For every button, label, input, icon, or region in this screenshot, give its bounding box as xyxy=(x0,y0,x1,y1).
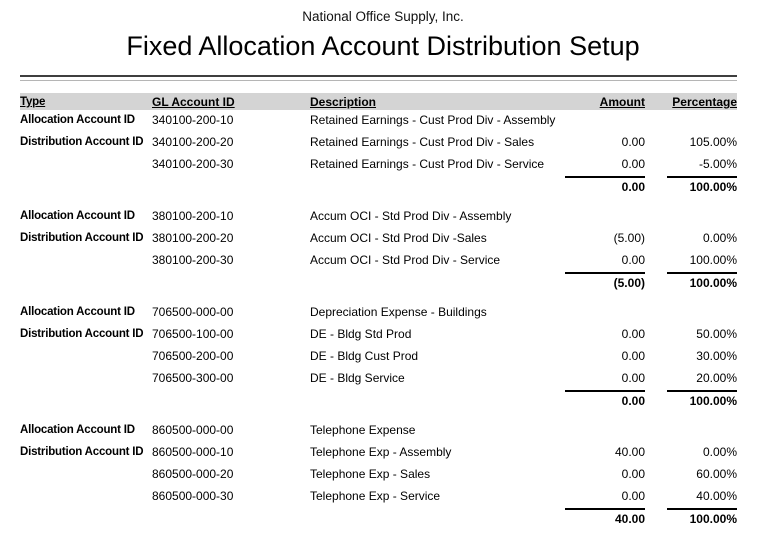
type-cell: Distribution Account ID xyxy=(20,328,144,340)
amount-cell xyxy=(565,302,655,324)
gl-account-cell: 340100-200-30 xyxy=(152,157,234,171)
group-spacer xyxy=(20,413,737,420)
group-spacer-cell xyxy=(20,295,737,302)
percentage-cell xyxy=(655,302,737,324)
amount-cell xyxy=(565,110,655,132)
description-cell xyxy=(310,508,565,531)
type-cell xyxy=(20,464,152,486)
column-header-description: Description xyxy=(310,93,565,110)
percentage-cell xyxy=(655,110,737,132)
total-percentage-cell xyxy=(655,176,737,199)
amount-cell: 0.00 xyxy=(621,467,645,481)
distribution-row xyxy=(20,324,737,346)
percentage-cell: 100.00% xyxy=(689,253,737,267)
column-header-percentage: Percentage xyxy=(655,93,737,110)
amount-cell: 0.00 xyxy=(621,349,645,363)
amount-cell: 0.00 xyxy=(621,327,645,341)
gl-account-cell: 380100-200-10 xyxy=(152,209,234,223)
gl-account-cell xyxy=(152,508,310,531)
description-cell: Telephone Exp - Sales xyxy=(310,467,431,481)
column-header-amount: Amount xyxy=(565,93,655,110)
type-cell xyxy=(20,508,152,531)
type-cell xyxy=(20,486,152,508)
allocation-distribution-table xyxy=(20,93,737,531)
type-cell: Allocation Account ID xyxy=(20,114,135,126)
allocation-row xyxy=(20,420,737,442)
total-amount-value: 0.00 xyxy=(565,390,645,407)
total-amount-value: (5.00) xyxy=(565,272,645,289)
allocation-row xyxy=(20,302,737,324)
description-cell: Telephone Exp - Assembly xyxy=(310,445,452,459)
type-cell: Distribution Account ID xyxy=(20,446,144,458)
amount-cell: 0.00 xyxy=(621,157,645,171)
amount-cell: 40.00 xyxy=(614,445,645,459)
gl-account-cell: 706500-100-00 xyxy=(152,327,234,341)
total-row xyxy=(20,390,737,413)
total-amount-value: 0.00 xyxy=(565,176,645,193)
amount-cell xyxy=(565,206,655,228)
percentage-cell: 105.00% xyxy=(689,135,737,149)
amount-cell: 0.00 xyxy=(621,253,645,267)
description-cell: Telephone Exp - Service xyxy=(310,489,441,503)
total-percentage-cell xyxy=(655,508,737,531)
allocation-row xyxy=(20,110,737,132)
amount-cell: (5.00) xyxy=(613,231,645,245)
title-rule-dark xyxy=(20,75,737,77)
type-cell xyxy=(20,390,152,413)
description-cell: Accum OCI - Std Prod Div -Sales xyxy=(310,231,487,245)
company-name: National Office Supply, Inc. xyxy=(302,9,464,24)
gl-account-cell: 340100-200-10 xyxy=(152,113,234,127)
type-cell: Distribution Account ID xyxy=(20,136,144,148)
description-cell: DE - Bldg Std Prod xyxy=(310,327,412,341)
gl-account-cell: 860500-000-10 xyxy=(152,445,234,459)
percentage-cell: 0.00% xyxy=(702,445,737,459)
description-cell: Retained Earnings - Cust Prod Div - Assembly xyxy=(310,113,556,127)
total-row xyxy=(20,272,737,295)
gl-account-cell: 706500-200-00 xyxy=(152,349,234,363)
total-row xyxy=(20,176,737,199)
total-amount-cell xyxy=(565,272,655,295)
total-percentage-value: 100.00% xyxy=(667,508,737,525)
total-percentage-cell xyxy=(655,272,737,295)
report-body xyxy=(20,110,737,531)
report-title: Fixed Allocation Account Distribution Setup xyxy=(126,31,640,61)
type-cell xyxy=(20,368,152,390)
gl-account-cell xyxy=(152,272,310,295)
amount-cell: 0.00 xyxy=(621,371,645,385)
description-cell: DE - Bldg Cust Prod xyxy=(310,349,419,363)
gl-account-cell: 860500-000-00 xyxy=(152,423,234,437)
percentage-cell: 60.00% xyxy=(696,467,737,481)
percentage-cell: -5.00% xyxy=(698,157,737,171)
percentage-cell: 0.00% xyxy=(702,231,737,245)
title-rule-light xyxy=(20,80,737,81)
description-cell: Retained Earnings - Cust Prod Div - Service xyxy=(310,157,545,171)
group-spacer xyxy=(20,295,737,302)
percentage-cell xyxy=(655,420,737,442)
gl-account-cell: 380100-200-30 xyxy=(152,253,234,267)
total-amount-cell xyxy=(565,390,655,413)
description-cell xyxy=(310,272,565,295)
total-amount-cell xyxy=(565,508,655,531)
gl-account-cell: 860500-000-30 xyxy=(152,489,234,503)
group-spacer-cell xyxy=(20,199,737,206)
percentage-cell: 50.00% xyxy=(696,327,737,341)
distribution-row xyxy=(20,346,737,368)
total-percentage-value: 100.00% xyxy=(667,176,737,193)
total-percentage-value: 100.00% xyxy=(667,272,737,289)
column-header-type: Type xyxy=(20,93,152,110)
amount-cell: 0.00 xyxy=(621,135,645,149)
type-cell xyxy=(20,154,152,176)
total-row xyxy=(20,508,737,531)
gl-account-cell: 706500-000-00 xyxy=(152,305,234,319)
table-header-row xyxy=(20,93,737,110)
amount-cell xyxy=(565,420,655,442)
group-spacer xyxy=(20,199,737,206)
amount-cell: 0.00 xyxy=(621,489,645,503)
distribution-row xyxy=(20,154,737,176)
type-cell xyxy=(20,346,152,368)
description-cell xyxy=(310,176,565,199)
percentage-cell: 40.00% xyxy=(696,489,737,503)
total-amount-value: 40.00 xyxy=(565,508,645,525)
total-amount-cell xyxy=(565,176,655,199)
distribution-row xyxy=(20,228,737,250)
gl-account-cell: 380100-200-20 xyxy=(152,231,234,245)
type-cell xyxy=(20,176,152,199)
description-cell xyxy=(310,390,565,413)
description-cell: Retained Earnings - Cust Prod Div - Sales xyxy=(310,135,535,149)
distribution-row xyxy=(20,464,737,486)
total-percentage-value: 100.00% xyxy=(667,390,737,407)
percentage-cell: 30.00% xyxy=(696,349,737,363)
allocation-row xyxy=(20,206,737,228)
distribution-row xyxy=(20,132,737,154)
distribution-row xyxy=(20,442,737,464)
group-spacer-cell xyxy=(20,413,737,420)
distribution-row xyxy=(20,250,737,272)
description-cell: Accum OCI - Std Prod Div - Assembly xyxy=(310,209,512,223)
distribution-row xyxy=(20,368,737,390)
description-cell: Accum OCI - Std Prod Div - Service xyxy=(310,253,501,267)
description-cell: Depreciation Expense - Buildings xyxy=(310,305,487,319)
type-cell: Distribution Account ID xyxy=(20,232,144,244)
description-cell: Telephone Expense xyxy=(310,423,416,437)
distribution-row xyxy=(20,486,737,508)
type-cell: Allocation Account ID xyxy=(20,210,135,222)
column-header-gl-account-id: GL Account ID xyxy=(152,93,310,110)
gl-account-cell: 706500-300-00 xyxy=(152,371,234,385)
percentage-cell xyxy=(655,206,737,228)
percentage-cell: 20.00% xyxy=(696,371,737,385)
type-cell: Allocation Account ID xyxy=(20,306,135,318)
gl-account-cell xyxy=(152,176,310,199)
type-cell xyxy=(20,272,152,295)
type-cell xyxy=(20,250,152,272)
gl-account-cell: 860500-000-20 xyxy=(152,467,234,481)
total-percentage-cell xyxy=(655,390,737,413)
gl-account-cell xyxy=(152,390,310,413)
type-cell: Allocation Account ID xyxy=(20,424,135,436)
gl-account-cell: 340100-200-20 xyxy=(152,135,234,149)
description-cell: DE - Bldg Service xyxy=(310,371,405,385)
